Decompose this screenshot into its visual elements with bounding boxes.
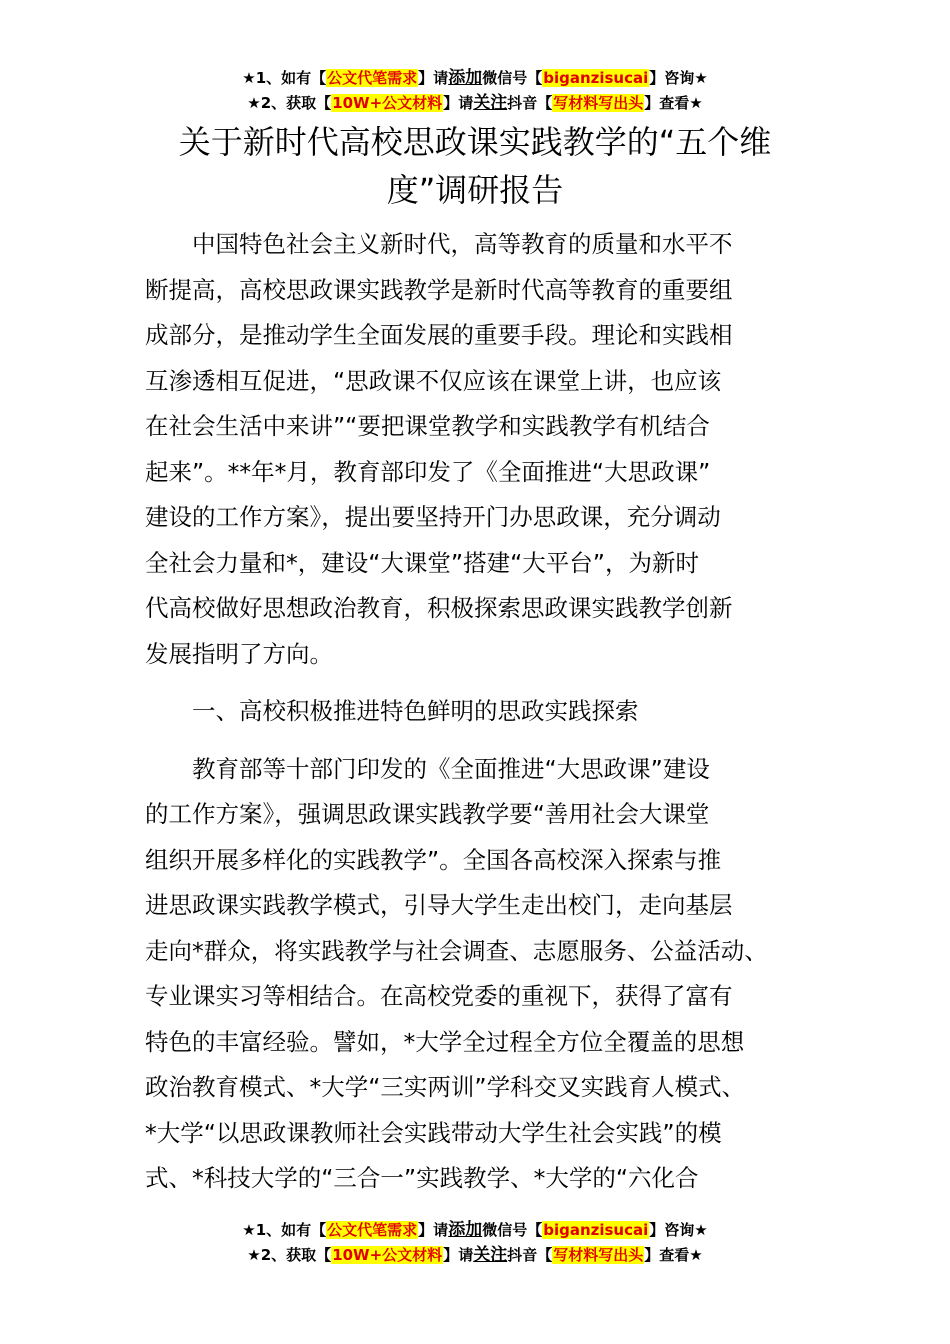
- promo-text: 】查看★: [644, 1246, 703, 1264]
- text-line: 组织开展多样化的实践教学”。全国各高校深入探索与推: [145, 845, 722, 874]
- text-line: 全社会力量和*，建设“大课堂”搭建“大平台”，为新时: [145, 548, 699, 577]
- underlined-text: 关注: [473, 93, 508, 113]
- promo-text: 微信号【: [482, 69, 543, 87]
- highlight-wechat-id: biganzisucai: [543, 1221, 649, 1239]
- paragraph-intro: [145, 222, 815, 677]
- text-line: 成部分，是推动学生全面发展的重要手段。理论和实践相: [145, 321, 733, 349]
- highlight-materials: 10W+公文材料: [332, 94, 443, 112]
- highlight-wechat-id: biganzisucai: [543, 69, 649, 87]
- promo-line-2: [0, 1243, 950, 1268]
- promo-line-1: [0, 1218, 950, 1243]
- text-line: 专业课实习等相结合。在高校党委的重视下，获得了富有: [145, 982, 733, 1010]
- promo-line-1: [0, 66, 950, 91]
- text-line: 互渗透相互促进，“思政课不仅应该在课堂上讲，也应该: [145, 366, 722, 395]
- text-line: 断提高，高校思政课实践教学是新时代高等教育的重要组: [145, 275, 733, 304]
- section-heading-1: 一、高校积极推进特色鲜明的思政实践探索: [145, 697, 639, 725]
- promo-text: 】咨询★: [649, 1221, 708, 1239]
- document-title: [145, 118, 805, 214]
- underlined-text: 添加: [448, 68, 483, 88]
- text-line: 式、*科技大学的“三合一”实践教学、*大学的“六化合: [145, 1164, 699, 1192]
- highlight-materials: 10W+公文材料: [332, 1246, 443, 1264]
- highlight-douyin-account: 写材料写出头: [553, 94, 644, 112]
- text-line: 在社会生活中来讲”“要把课堂教学和实践教学有机结合: [145, 412, 710, 440]
- text-line: 特色的丰富经验。譬如，*大学全过程全方位全覆盖的思想: [145, 1027, 745, 1056]
- text-line: 建设的工作方案》，提出要坚持开门办思政课，充分调动: [145, 503, 721, 531]
- text-line: 走向*群众，将实践教学与社会调查、志愿服务、公益活动、: [145, 936, 768, 965]
- text-line: 教育部等十部门印发的《全面推进“大思政课”建设: [145, 754, 710, 783]
- text-line: 代高校做好思想政治教育，积极探索思政课实践教学创新: [145, 594, 733, 622]
- text-line: 中国特色社会主义新时代，高等教育的质量和水平不: [145, 230, 733, 258]
- promo-text: 】查看★: [644, 94, 703, 112]
- text-line: 政治教育模式、*大学“三实两训”学科交叉实践育人模式、: [145, 1073, 746, 1101]
- promo-text: 】咨询★: [649, 69, 708, 87]
- text-line: *大学“以思政课教师社会实践带动大学生社会实践”的模: [145, 1118, 722, 1147]
- text-line: 的工作方案》，强调思政课实践教学要“善用社会大课堂: [145, 800, 710, 828]
- promo-text: 】请: [443, 1246, 474, 1264]
- paragraph-section-1: [145, 747, 815, 1202]
- promo-text: 】请: [418, 69, 449, 87]
- text-line: 起来”。**年*月，教育部印发了《全面推进“大思政课”: [145, 457, 711, 486]
- promo-banner-bottom: [0, 1218, 950, 1268]
- promo-text: ★2、获取【: [247, 94, 332, 112]
- title-line-1: 关于新时代高校思政课实践教学的“五个维: [178, 123, 772, 161]
- promo-text: 微信号【: [482, 1221, 543, 1239]
- underlined-text: 添加: [448, 1220, 483, 1240]
- promo-banner-top: [0, 66, 950, 116]
- document-body: [145, 222, 815, 1202]
- title-line-2: 度”调研报告: [386, 171, 564, 209]
- promo-line-2: [0, 91, 950, 116]
- promo-text: ★1、如有【: [242, 1221, 327, 1239]
- highlight-service: 公文代笔需求: [327, 1221, 418, 1239]
- highlight-douyin-account: 写材料写出头: [553, 1246, 644, 1264]
- promo-text: 抖音【: [507, 94, 553, 112]
- promo-text: 】请: [418, 1221, 449, 1239]
- text-line: 进思政课实践教学模式，引导大学生走出校门，走向基层: [145, 891, 733, 919]
- highlight-service: 公文代笔需求: [327, 69, 418, 87]
- text-line: 发展指明了方向。: [145, 639, 333, 668]
- promo-text: 】请: [443, 94, 474, 112]
- underlined-text: 关注: [473, 1245, 508, 1265]
- promo-text: ★2、获取【: [247, 1246, 332, 1264]
- promo-text: ★1、如有【: [242, 69, 327, 87]
- promo-text: 抖音【: [507, 1246, 553, 1264]
